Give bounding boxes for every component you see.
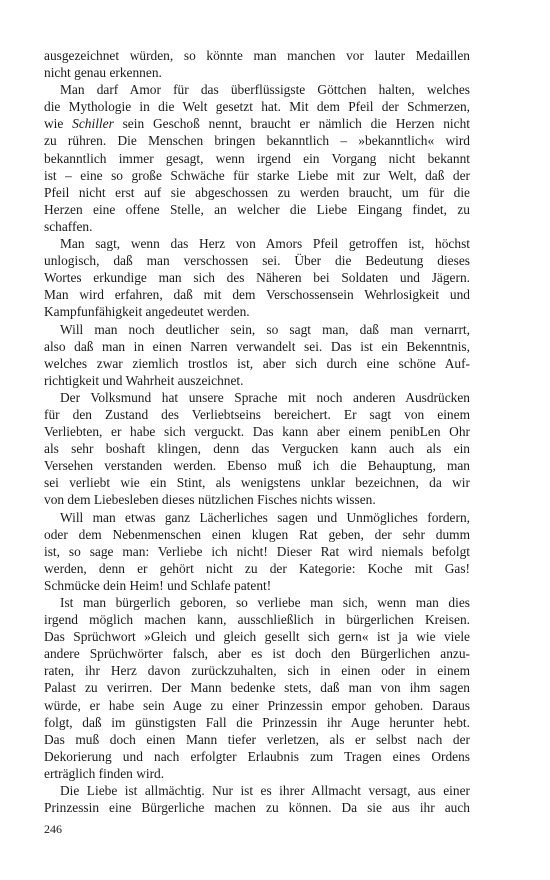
text-line-segment: sein Geschoß nennt, braucht er nämlich die Herzen nicht xyxy=(113,116,470,132)
text-line: sei verliebt wie ein Stint, als wenigstens unklar bezeichnen, da wir xyxy=(44,475,470,491)
text-line: erträglich finden wird. xyxy=(44,765,165,781)
text-line: Will man etwas ganz Lächerliches sagen und Unmögliches fordern, xyxy=(60,509,470,525)
text-line: irgend möglich machen kann, ausschließlich in bürgerlichen Kreisen. xyxy=(44,612,470,628)
text-line: für den Zustand des Verliebtseins bereichert. Er sagt von einem xyxy=(44,406,470,422)
text-line: nicht genau erkennen. xyxy=(44,65,162,81)
text-line: Die Liebe ist allmächtig. Nur ist es ihrer Allmacht versagt, aus einer xyxy=(60,783,470,799)
text-line: werden, denn er gehört nicht zu der Kategorie: Koche mit Gas! xyxy=(44,560,470,576)
text-line: Man wird erfahren, daß mit dem Verschossensein Wehrlosigkeit und xyxy=(44,287,470,303)
text-line: ausgezeichnet würden, so könnte man manchen vor lauter Medaillen xyxy=(44,48,470,63)
text-line: folgt, daß im günstigsten Fall die Prinzessin ihr Auge herunter hebt. xyxy=(44,714,470,730)
book-page-text xyxy=(44,47,470,816)
text-line: Herzen eine offene Stelle, an welcher die Liebe Eingang findet, zu xyxy=(44,201,470,217)
text-line: andere Sprüchwörter falsch, aber es ist doch den Bürgerlichen anzu- xyxy=(44,646,470,662)
italic-name: Schiller xyxy=(72,116,114,132)
text-line: zu rühren. Die Menschen bringen bekanntlich – »bekanntlich« wird xyxy=(44,133,470,149)
page-number: 246 xyxy=(44,822,62,836)
text-line: oder dem Nebenmenschen einen klugen Rat geben, der sehr dumm xyxy=(44,526,470,542)
text-line: Pfeil nicht erst auf sie abgeschossen zu werden braucht, um für die xyxy=(44,184,470,200)
text-line: schaffen. xyxy=(44,218,93,234)
text-line: unlogisch, daß man verschossen sei. Über die Bedeutung dieses xyxy=(44,253,470,269)
text-line: raten, ihr Herz davon zurückzuhalten, sich in einen oder in einem xyxy=(44,663,470,679)
text-line: also daß man in einen Narren verwandelt sei. Das ist ein Bekenntnis, xyxy=(44,338,470,354)
text-line: von dem Liebesleben dieses nützlichen Fisches nichts wissen. xyxy=(44,492,376,508)
text-line: Dekorierung und nach erfolgter Erlaubnis zum Tragen eines Ordens xyxy=(44,748,470,764)
text-line: Man darf Amor für das überflüssigste Göttchen halten, welches xyxy=(60,82,470,98)
text-line: Palast zu verirren. Der Mann bedenke stets, daß man von ihm sagen xyxy=(44,680,470,696)
text-line-segment: wie xyxy=(44,116,73,132)
text-line: Schmücke dein Heim! und Schlafe patent! xyxy=(44,577,272,593)
text-line: Wortes erkundige man sich des Näheren bei Soldaten und Jägern. xyxy=(44,270,470,286)
text-line: Ist man bürgerlich geboren, so verliebe man sich, wenn man dies xyxy=(60,595,470,610)
text-line: als sehr boshaft klingen, denn das Vergucken kann auch als ein xyxy=(44,441,470,457)
text-line xyxy=(44,115,470,132)
text-line: Versehen verstanden werden. Ebenso muß ich die Behauptung, man xyxy=(44,458,470,474)
text-line: Man sagt, wenn das Herz von Amors Pfeil getroffen ist, höchst xyxy=(60,236,470,252)
text-line: Kampfunfähigkeit angedeutet werden. xyxy=(44,304,250,320)
text-line: ist, so sage man: Verliebe ich nicht! Dieser Rat wird niemals befolgt xyxy=(44,543,470,559)
text-line: würde, er habe sein Auge zu einer Prinzessin empor gehoben. Daraus xyxy=(44,697,470,713)
text-line: bekanntlich immer gesagt, wenn irgend ein Vorgang nicht bekannt xyxy=(44,150,470,166)
text-line: Verliebten, er habe sich verguckt. Das kann aber einem penibLen Ohr xyxy=(44,424,470,440)
text-line: Das muß doch einen Mann tiefer verletzen, als er selbst nach der xyxy=(44,731,470,747)
text-line: Das Sprüchwort »Gleich und gleich gesellt sich gern« ist ja wie viele xyxy=(44,629,470,645)
text-line: Prinzessin eine Bürgerliche machen zu können. Da sie aus ihr auch xyxy=(44,800,470,816)
text-line: richtigkeit und Wahrheit auszeichnet. xyxy=(44,372,244,388)
text-line: ist – eine so große Schwäche für starke Liebe mit zur Welt, daß der xyxy=(44,167,470,183)
text-line: die Mythologie in die Welt gesetzt hat. Mit dem Pfeil der Schmerzen, xyxy=(44,99,470,115)
text-line: Der Volksmund hat unsere Sprache mit noch anderen Ausdrücken xyxy=(60,389,470,405)
text-line: welches zwar ziemlich trostlos ist, aber sich durch eine schöne Auf- xyxy=(44,355,470,371)
text-line: Will man noch deutlicher sein, so sagt man, daß man vernarrt, xyxy=(60,321,470,337)
